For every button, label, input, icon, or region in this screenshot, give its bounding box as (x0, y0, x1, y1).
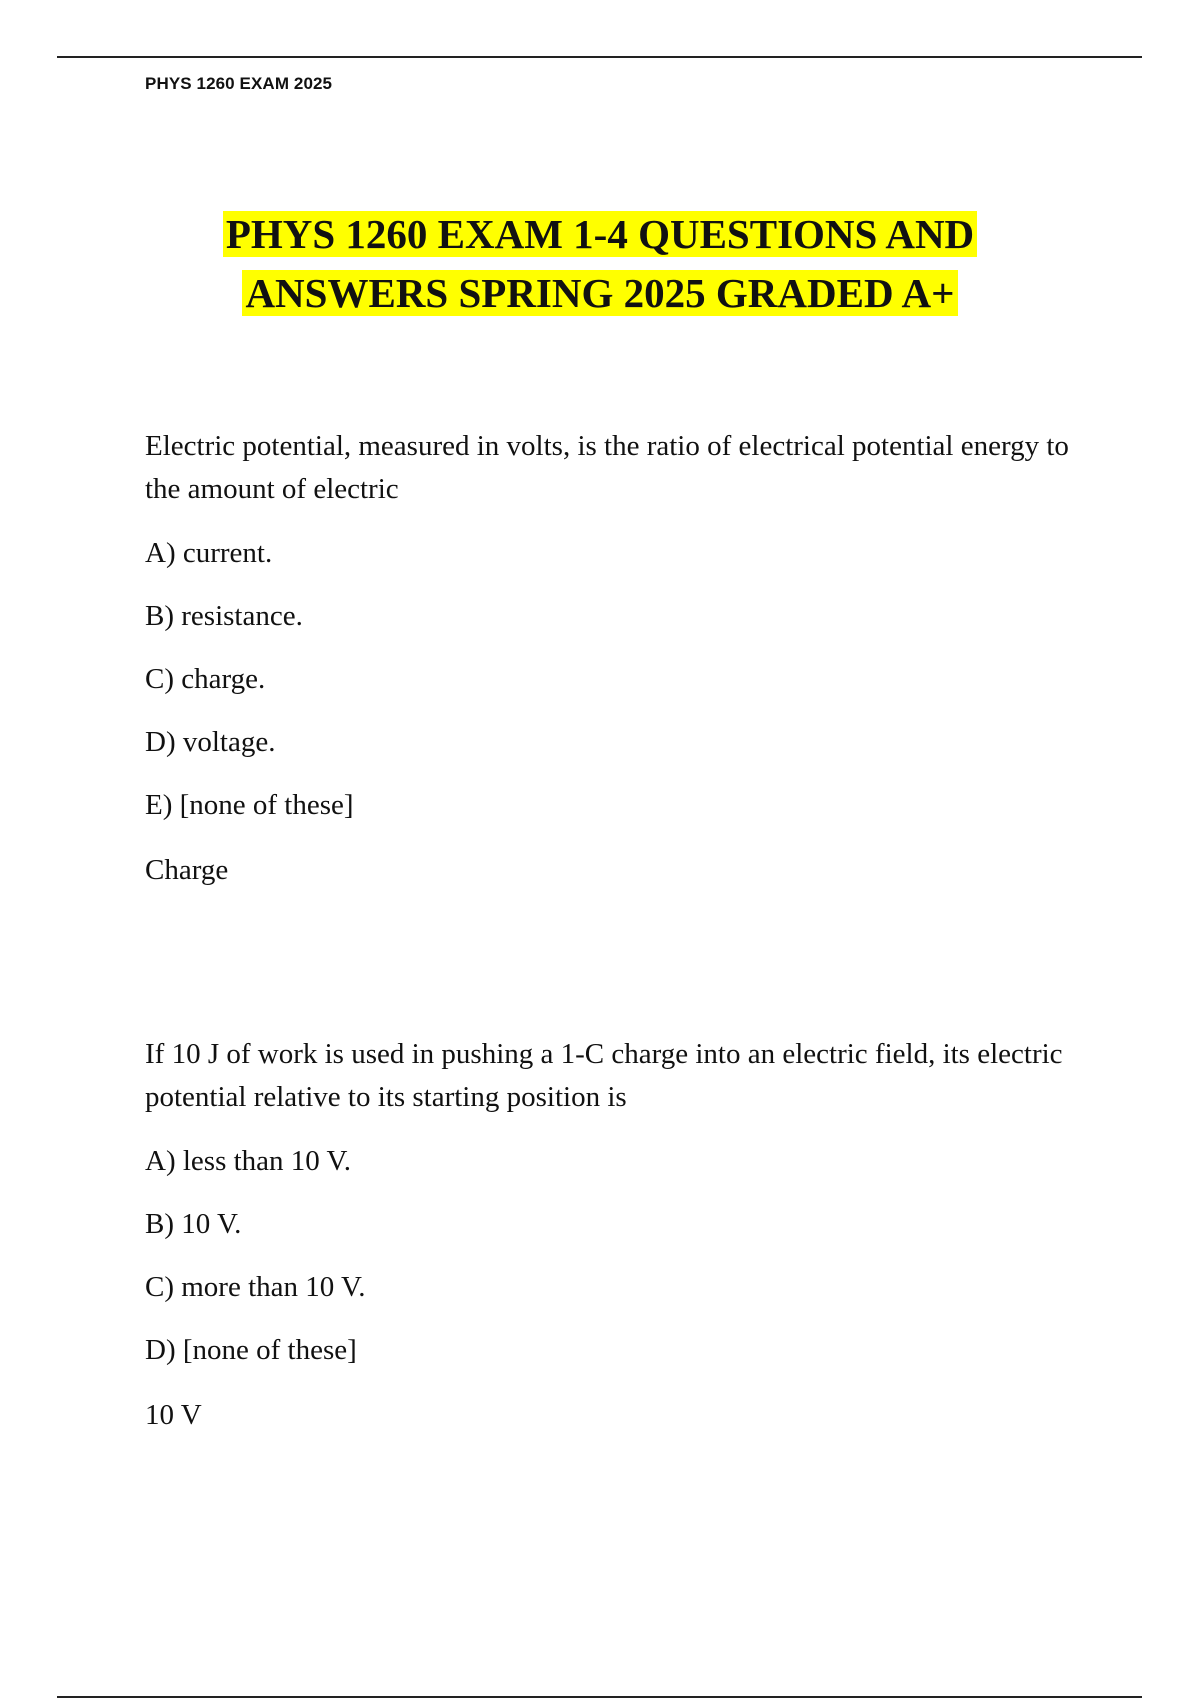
title-line-2: ANSWERS SPRING 2025 GRADED A+ (242, 270, 957, 316)
question-stem: Electric potential, measured in volts, is the ratio of electrical potential energy to the amount of electric (145, 430, 1069, 505)
option-c: C) more than 10 V. (145, 1271, 366, 1303)
header-rule (57, 56, 1142, 58)
option-a: A) less than 10 V. (145, 1145, 351, 1177)
title-line-1: PHYS 1260 EXAM 1-4 QUESTIONS AND (223, 211, 977, 257)
correct-answer: 10 V (145, 1399, 202, 1431)
answer-options (145, 532, 1085, 826)
option-d: D) [none of these] (145, 1334, 357, 1366)
footer-rule (57, 1696, 1142, 1698)
option-c: C) charge. (145, 663, 266, 695)
document-title (100, 205, 1100, 323)
question-1 (145, 425, 1085, 891)
running-header: PHYS 1260 EXAM 2025 (145, 74, 333, 93)
answer-options (145, 1140, 1085, 1371)
question-2 (145, 1033, 1085, 1436)
option-b: B) 10 V. (145, 1208, 242, 1240)
option-a: A) current. (145, 537, 273, 569)
option-d: D) voltage. (145, 726, 276, 758)
option-b: B) resistance. (145, 600, 303, 632)
question-stem: If 10 J of work is used in pushing a 1-C charge into an electric field, its electric potential relative to its starting position is (145, 1038, 1063, 1113)
option-e: E) [none of these] (145, 789, 354, 821)
correct-answer: Charge (145, 854, 229, 886)
